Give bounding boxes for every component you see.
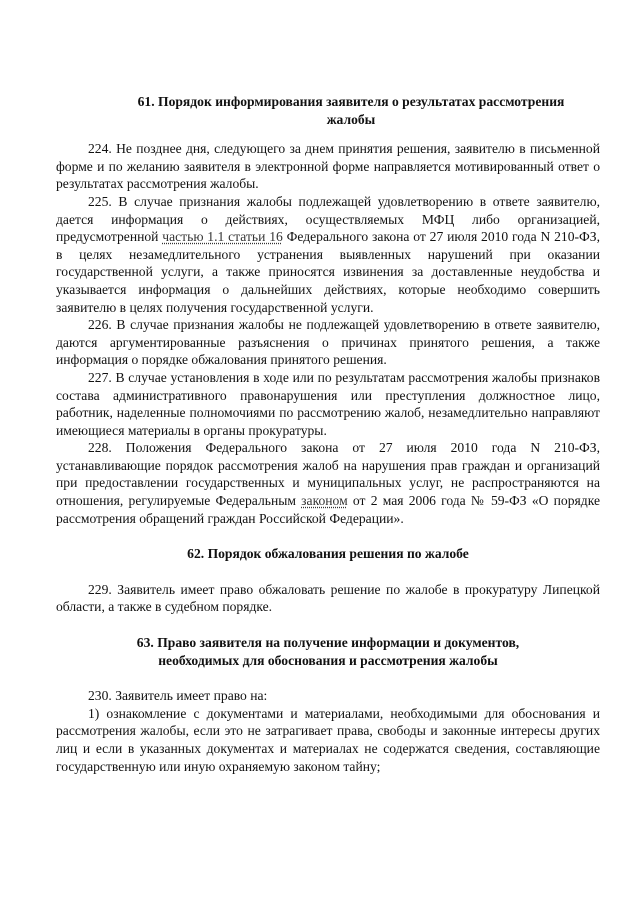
paragraph-228-part1: 228. Положения Федерального закона от 27 июля 2010 года N 210-ФЗ, устанавливающие порядок рассмотрения жалоб на нарушения прав граждан и организаций при предоставлении государственных и муниципальных услуг, не распространяются на отношения, регулируемые Федеральным [56, 440, 600, 509]
document-body [56, 93, 600, 775]
paragraph-225-part1: 225. В случае признания жалобы подлежащей удовлетворению в ответе заявителю, дается информация о действиях, осуществляемых МФЦ либо организацией, предусмотренной [56, 193, 600, 245]
paragraph-230-item-1: 1) ознакомление с документами и материалами, необходимыми для обоснования и рассмотрения жалобы, если это не затрагивает права, свободы и законные интересы других лиц и если в указанных документах и материалах не содержатся сведения, составляющие государственную или иную охраняемую законом тайну; [56, 705, 600, 774]
paragraph-225 [56, 193, 600, 316]
section-63-heading-line2: необходимых для обоснования и рассмотрения жалобы [158, 652, 498, 668]
section-63-heading [56, 634, 600, 669]
paragraph-225-part2: Федерального закона от 27 июля 2010 года N 210-ФЗ, в целях незамедлительного устранения выявленных нарушений при оказании государственной услуги, а также приносятся извинения за доставленные неудобства и указывается информация о дальнейших действиях, которые необходимо совершить заявителю в целях получения государственной услуги. [56, 229, 600, 315]
section-61-heading [56, 93, 600, 128]
federal-law-link[interactable]: законом [301, 493, 348, 509]
law-article-link[interactable]: частью 1.1 статьи 16 [162, 229, 283, 245]
section-61-heading-line2: жалобы [326, 111, 376, 127]
paragraph-228-part2: от 2 мая 2006 года № 59-ФЗ «О порядке рассмотрения обращений граждан Российской Федерации». [56, 493, 600, 526]
section-61-heading-line1: 61. Порядок информирования заявителя о результатах рассмотрения [137, 94, 565, 109]
section-62-heading: 62. Порядок обжалования решения по жалобе [187, 546, 469, 562]
paragraph-226: 226. В случае признания жалобы не подлежащей удовлетворению в ответе заявителю, даются аргументированные разъяснения о причинах принятого решения, а также информация о порядке обжалования принятого решения. [56, 317, 600, 368]
paragraph-230: 230. Заявитель имеет право на: [88, 688, 268, 704]
paragraph-228 [56, 439, 600, 527]
section-63-heading-line1: 63. Право заявителя на получение информации и документов, [136, 635, 520, 651]
paragraph-224: 224. Не позднее дня, следующего за днем принятия решения, заявителю в письменной форме и по желанию заявителя в электронной форме направляется мотивированный ответ о результатах рассмотрения жалобы. [56, 141, 600, 192]
paragraph-229: 229. Заявитель имеет право обжаловать решение по жалобе в прокуратуру Липецкой области, а также в судебном порядке. [56, 581, 600, 615]
paragraph-227: 227. В случае установления в ходе или по результатам рассмотрения жалобы признаков состава административного правонарушения или преступления должностное лицо, работник, наделенные полномочиями по рассмотрению жалоб, незамедлительно направляют имеющиеся материалы в органы прокуратуры. [56, 369, 600, 438]
